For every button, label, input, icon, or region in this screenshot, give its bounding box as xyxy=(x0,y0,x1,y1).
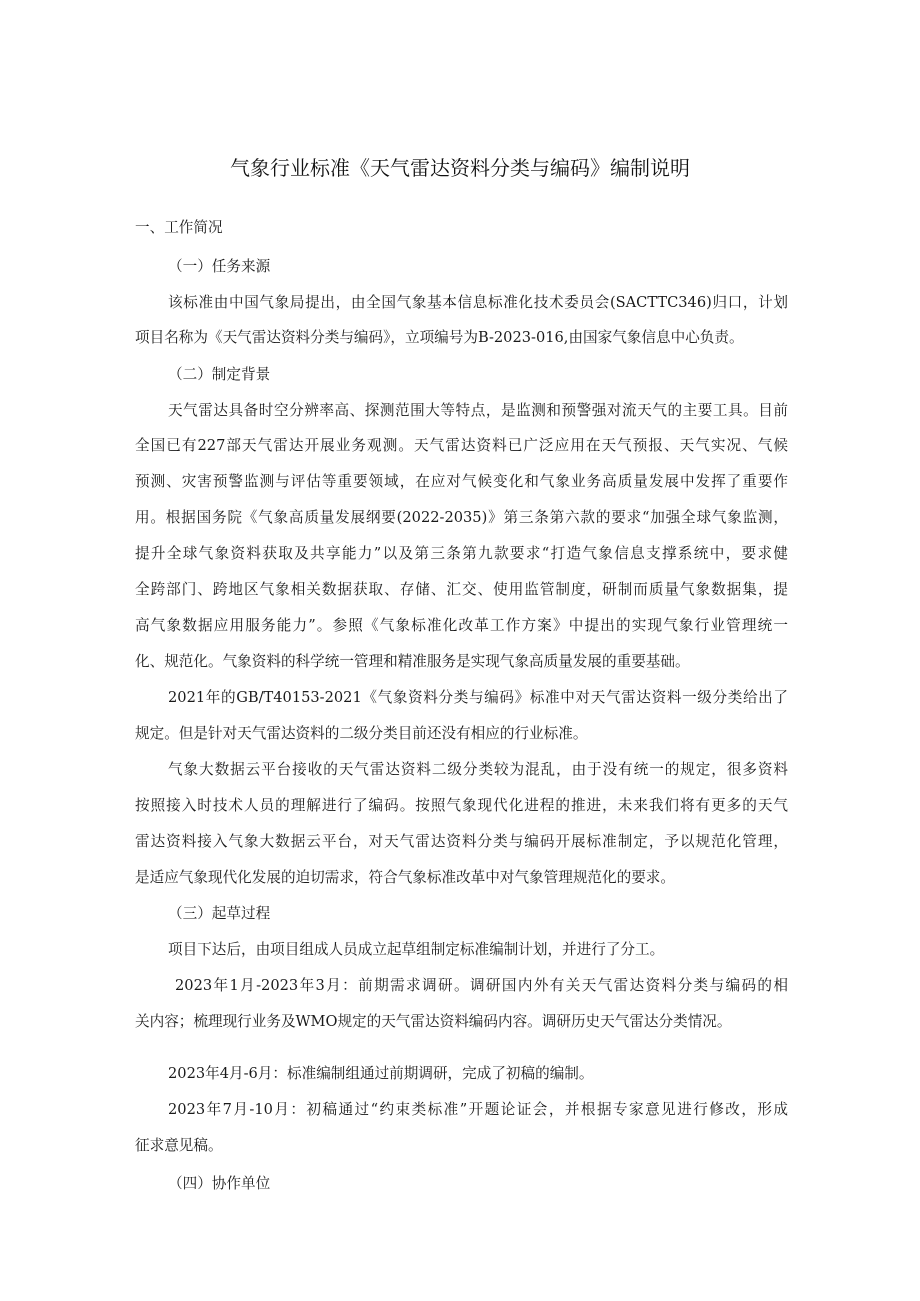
paragraph-line: 高气象数据应用服务能力”。参照《气象标准化改革工作方案》中提出的实现气象行业管理统一 xyxy=(135,617,788,634)
section-heading-work-overview: 一、工作简况 xyxy=(135,219,223,236)
paragraph-line: 按照接入时技术人员的理解进行了编码。按照气象现代化进程的推进，未来我们将有更多的天气 xyxy=(135,797,788,814)
page-title: 气象行业标准《天气雷达资料分类与编码》编制说明 xyxy=(230,156,690,180)
subsection-heading-cooperating-units: （四）协作单位 xyxy=(168,1175,271,1192)
paragraph-line: 2023年4月-6月：标准编制组通过前期调研，完成了初稿的编制。 xyxy=(168,1065,594,1082)
paragraph-line: 项目下达后，由项目组成人员成立起草组制定标准编制计划，并进行了分工。 xyxy=(168,941,665,958)
subsection-heading-background: （二）制定背景 xyxy=(168,366,271,383)
paragraph-line: 全跨部门、跨地区气象相关数据获取、存储、汇交、使用监管制度，研制而质量气象数据集，提 xyxy=(135,581,788,598)
paragraph-line: 天气雷达具备时空分辨率高、探测范围大等特点，是监测和预警强对流天气的主要工具。目前 xyxy=(168,402,788,419)
paragraph-line: 提升全球气象资料获取及共享能力”以及第三条第九款要求“打造气象信息支撑系统中，要求健 xyxy=(135,545,788,562)
subsection-heading-task-source: （一）任务来源 xyxy=(168,258,271,275)
paragraph-line: 2023年1月-2023年3月：前期需求调研。调研国内外有关天气雷达资料分类与编码的相 xyxy=(175,977,788,994)
paragraph-line: 预测、灾害预警监测与评估等重要领域，在应对气候变化和气象业务高质量发展中发挥了重要作 xyxy=(135,473,788,490)
subsection-heading-drafting-process: （三）起草过程 xyxy=(168,905,271,922)
paragraph-line: 雷达资料接入气象大数据云平台，对天气雷达资料分类与编码开展标准制定，予以规范化管理， xyxy=(135,833,788,850)
paragraph-line: 项目名称为《天气雷达资料分类与编码》，立项编号为B-2023-016,由国家气象信息中心负责。 xyxy=(135,329,744,346)
paragraph-line: 用。根据国务院《气象高质量发展纲要(2022-2035)》第三条第六款的要求“加强全球气象监测， xyxy=(135,509,788,526)
paragraph-line: 该标准由中国气象局提出，由全国气象基本信息标准化技术委员会(SACTTC346)归口，计划 xyxy=(168,294,788,311)
paragraph-line: 规定。但是针对天气雷达资料的二级分类目前还没有相应的行业标准。 xyxy=(135,725,588,742)
paragraph-line: 气象大数据云平台接收的天气雷达资料二级分类较为混乱，由于没有统一的规定，很多资料 xyxy=(168,761,788,778)
paragraph-line: 全国已有227部天气雷达开展业务观测。天气雷达资料已广泛应用在天气预报、天气实况、气候 xyxy=(135,437,788,454)
paragraph-line: 征求意见稿。 xyxy=(135,1137,223,1154)
paragraph-line: 2021年的GB/T40153-2021《气象资料分类与编码》标准中对天气雷达资料一级分类给出了 xyxy=(168,689,788,706)
paragraph-line: 是适应气象现代化发展的迫切需求，符合气象标准改革中对气象管理规范化的要求。 xyxy=(135,869,675,886)
paragraph-line: 关内容；梳理现行业务及WMO规定的天气雷达资料编码内容。调研历史天气雷达分类情况。 xyxy=(135,1013,732,1030)
paragraph-line: 2023年7月-10月：初稿通过“约束类标准”开题论证会，并根据专家意见进行修改，形成 xyxy=(168,1101,788,1118)
paragraph-line: 化、规范化。气象资料的科学统一管理和精准服务是实现气象高质量发展的重要基础。 xyxy=(135,653,690,670)
